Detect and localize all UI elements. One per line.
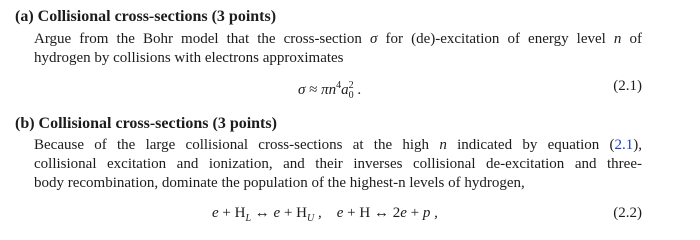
part-b-line-3: body recombination, dominate the population of the highest-n levels of hydrogen, (34, 175, 525, 191)
equation-2-1-number: (2.1) (613, 78, 642, 94)
equation-reference-link[interactable]: 2.1 (614, 137, 634, 153)
part-b-heading: (b) Collisional cross-sections (3 points) (15, 115, 277, 132)
part-a-line-1: Argue from the Bohr model that the cross-section σ for (de)-excitation of energy level n of (34, 31, 642, 47)
part-b-line-1: Because of the large collisional cross-sections at the high n indicated by equation (2.1), (34, 137, 642, 153)
part-a-heading: (a) Collisional cross-sections (3 points) (15, 8, 277, 25)
equation-2-2-number: (2.2) (613, 205, 642, 221)
part-b-line-2: collisional excitation and ionization, and their inverses collisional de-excitation and three- (34, 156, 642, 172)
equation-2-1: $\sigma \approx \pi n^4a_0^2$ . (298, 80, 362, 101)
equation-2-2: $e + H_L$ ↔ $e + H_U$ , e + H ↔ 2e + p , (212, 205, 438, 224)
part-a-line-2: hydrogen by collisions with electrons approximates (34, 50, 344, 66)
